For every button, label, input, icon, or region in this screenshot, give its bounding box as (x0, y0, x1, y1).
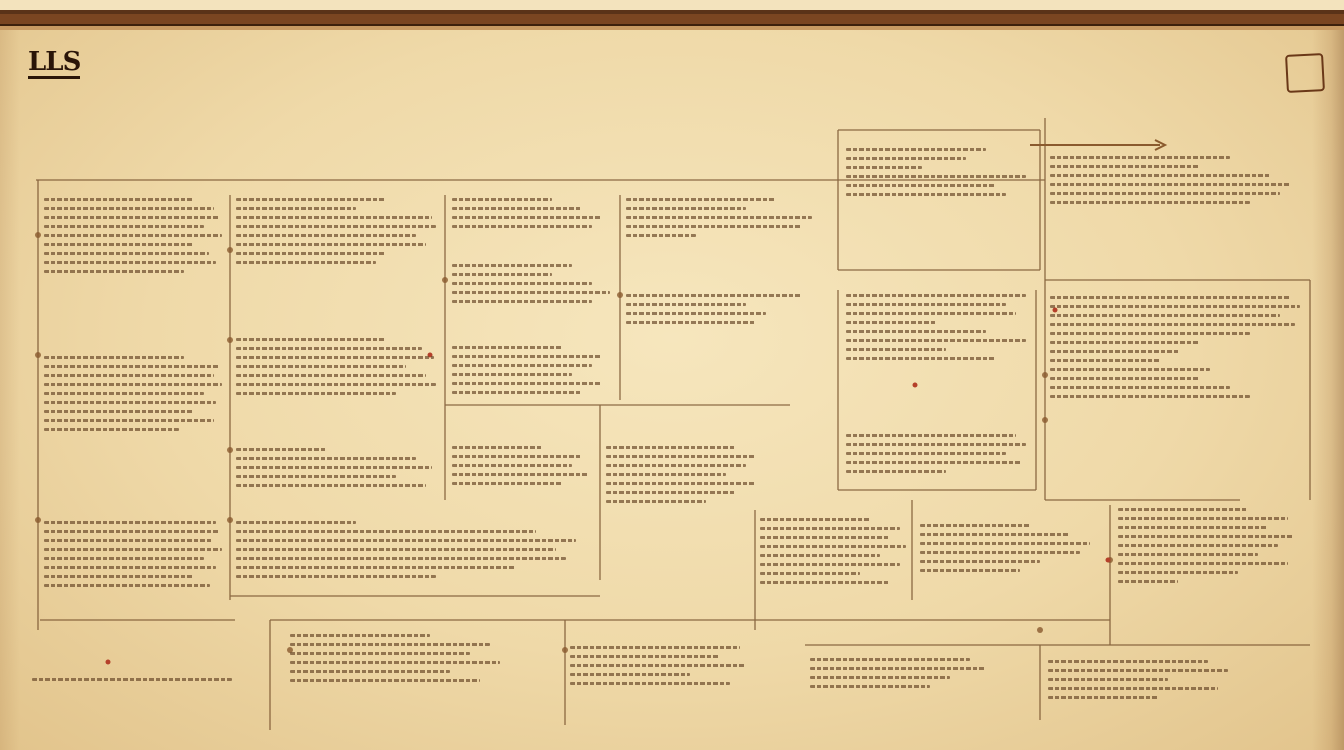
text-block (606, 440, 766, 509)
text-block (626, 288, 806, 330)
text-block (570, 640, 750, 691)
text-block (846, 428, 1031, 479)
text-block (452, 258, 612, 309)
text-block (452, 440, 592, 491)
text-block (44, 515, 224, 593)
text-block (1118, 502, 1298, 589)
text-block (810, 652, 990, 694)
text-block (1050, 290, 1305, 404)
text-block (920, 518, 1100, 578)
text-block (626, 192, 816, 243)
text-block (44, 192, 224, 279)
text-block (452, 340, 612, 400)
text-block (236, 332, 436, 401)
text-block (236, 515, 586, 584)
text-block (236, 442, 436, 493)
text-block (846, 142, 1026, 202)
text-block (452, 192, 612, 234)
text-block (1050, 150, 1300, 210)
text-block (290, 628, 510, 688)
text-block (32, 672, 232, 687)
logo-mark: LLS (28, 47, 81, 77)
text-block (44, 350, 224, 437)
text-block (846, 288, 1031, 366)
text-block (1048, 654, 1248, 705)
text-block (236, 192, 436, 270)
text-block (760, 512, 910, 590)
